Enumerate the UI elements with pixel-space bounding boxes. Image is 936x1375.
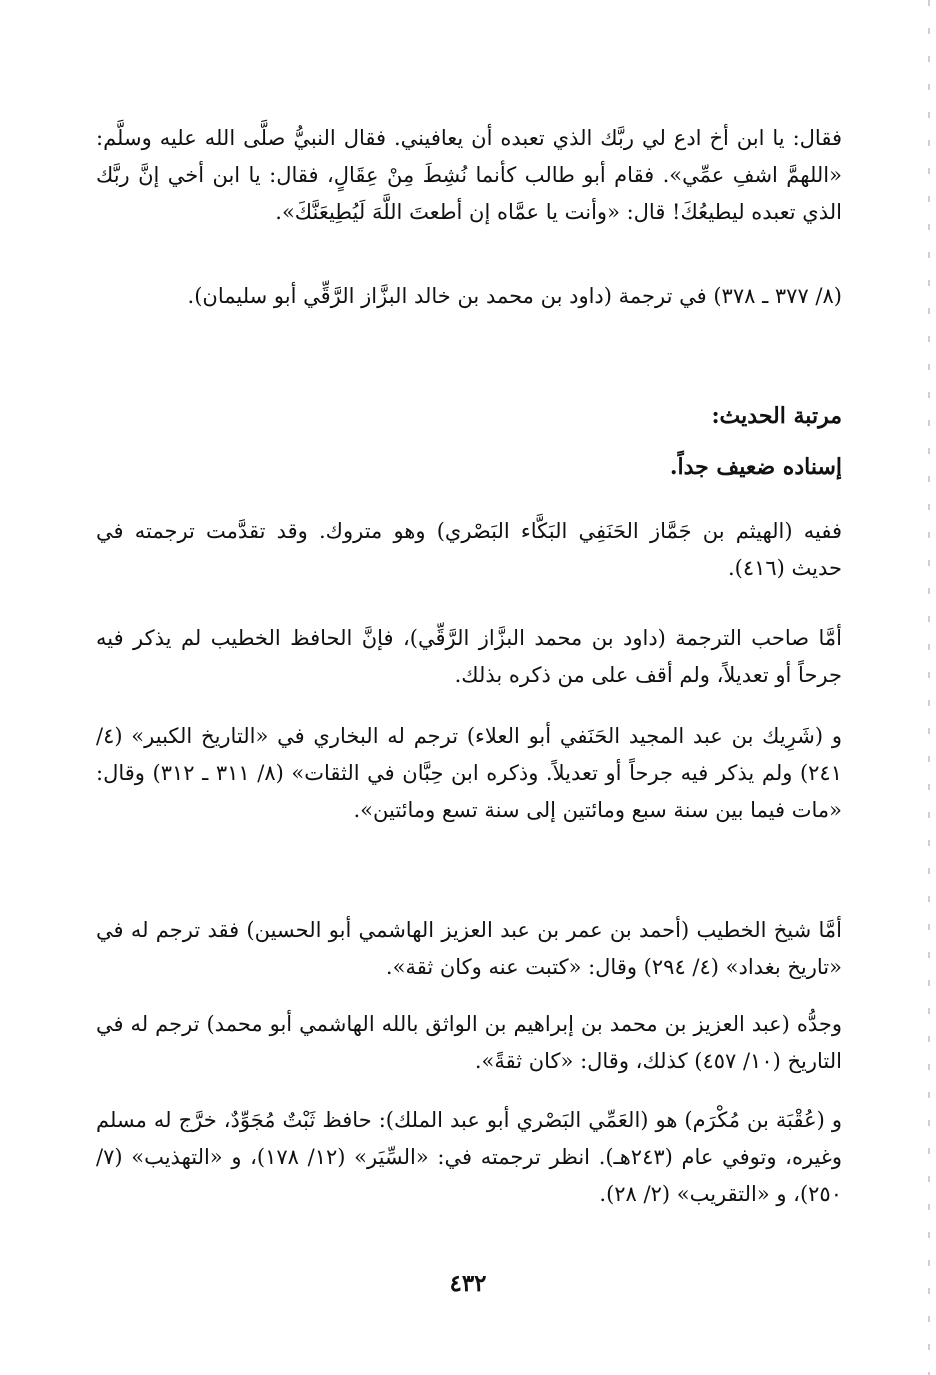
paragraph-narrator-uqba: و (عُقْبَة بن مُكْرَم) هو (العَمِّي البَصْري أبو عبد الملك): حافظ ثَبْتٌ مُجَوِّدٌ، خرَّج له مسلم وغيره، وتوفي عام (٢٤٣هـ). انظر ترجمته في: «السِّيَر» (١٢/ ١٧٨)، و «التهذيب» (٧/ ٢٥٠)، و «التقريب» (٢/ ٢٨). — [96, 1108, 842, 1206]
section-heading: مرتبة الحديث: — [711, 403, 842, 429]
paragraph-narrator-sharik: و (شَرِيك بن عبد المجيد الحَنَفي أبو العلاء) ترجم له البخاري في «التاريخ الكبير» (٤/ ٢٤١) ولم يذكر فيه جرحاً أو تعديلاً. وذكره ابن حِبَّان في الثقات» (٨/ ٣١١ ـ ٣١٢) وقال: «مات فيما بين سنة سبع ومائتين إلى سنة تسع ومائتين». — [96, 724, 842, 822]
paragraph-narrator-haytham: ففيه (الهيثم بن جَمَّاز الحَنَفِي البَكَّاء البَصْري) وهو متروك. وقد تقدَّمت ترجمته في حديث (٤١٦). — [96, 519, 842, 580]
paragraph-narrator-dawud: أمَّا صاحب الترجمة (داود بن محمد البزَّاز الرَّقِّي)، فإنَّ الحافظ الخطيب لم يذكر فيه جرحاً أو تعديلاً، ولم أقف على من ذكره بذلك. — [96, 626, 842, 687]
paragraph-source-reference: (٨/ ٣٧٧ ـ ٣٧٨) في ترجمة (داود بن محمد بن خالد البزَّاز الرَّقِّي أبو سليمان). — [187, 284, 842, 308]
paragraph-hadith-text: فقال: يا ابن أخ ادع لي ربَّك الذي تعبده أن يعافيني. فقال النبيُّ صلَّى الله عليه وسلَّم: «اللهمَّ اشفِ عمِّي». فقام أبو طالب كأنما نُشِطَ مِنْ عِقَالٍ، فقال: يا ابن أخي إنَّ ربَّك الذي تعبده ليطيعُكَ! قال: «وأنت يا عمَّاه إن أطعتَ اللَّهَ لَيُطِيعَنَّكَ». — [96, 126, 842, 224]
paragraph-narrator-abdulaziz: وجدُّه (عبد العزيز بن محمد بن إبراهيم بن الواثق بالله الهاشمي أبو محمد) ترجم له في التاريخ (١٠/ ٤٥٧) كذلك، وقال: «كان ثقةً». — [96, 1012, 842, 1073]
page-number: ٤٣٢ — [449, 1270, 487, 1297]
scan-edge-artifact — [928, 0, 930, 1375]
paragraph-narrator-ahmad: أمَّا شيخ الخطيب (أحمد بن عمر بن عبد العزيز الهاشمي أبو الحسين) فقد ترجم له في «تاريخ بغداد» (٤/ ٢٩٤) وقال: «كتبت عنه وكان ثقة». — [96, 918, 842, 979]
grading-statement: إسناده ضعيف جداً. — [669, 454, 842, 480]
